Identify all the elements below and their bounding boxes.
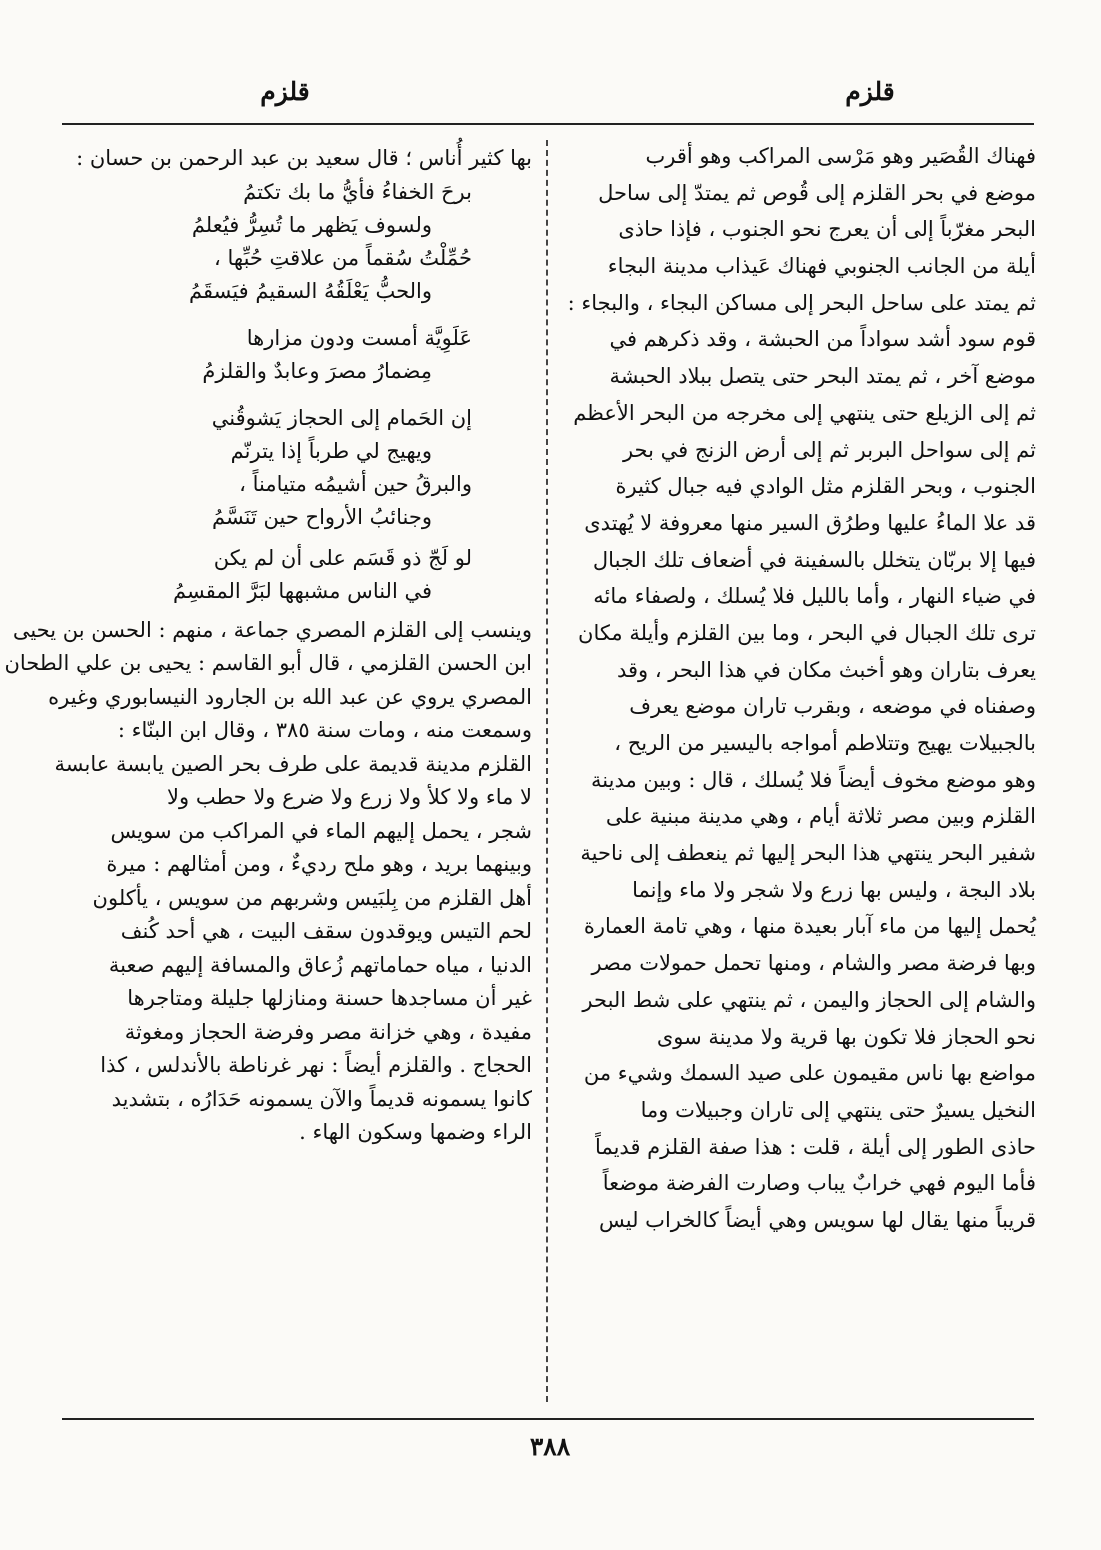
text-line: مفيدة ، وهي خزانة مصر وفرضة الحجاز ومغوثة — [124, 1019, 532, 1044]
footer-rule — [62, 1418, 1034, 1420]
text-line: نحو الحجاز فلا تكون بها قرية ولا مدينة سوى — [656, 1024, 1036, 1049]
text-line: فيها إلا بربّان يتخلل بالسفينة في أضعاف تلك الجبال — [592, 547, 1036, 572]
text-line: شفير البحر ينتهي هذا البحر إليها ثم ينعطف إلى ناحية — [580, 841, 1036, 866]
text-line: فهناك القُصَير وهو مَرْسى المراكب وهو أقرب — [645, 144, 1036, 168]
column-divider — [546, 140, 548, 1402]
verse-first-hemistich: عَلَوِيَّة أمست ودون مزارها — [246, 325, 472, 350]
text-line: الجنوب ، وبحر القلزم مثل الوادي فيه جبال كثيرة — [615, 474, 1036, 499]
text-line: حاذى الطور إلى أيلة ، قلت : هذا صفة القلزم قديماً — [595, 1134, 1036, 1159]
text-line: يعرف بتاران وهو أخبث مكان في هذا البحر ، وقد — [616, 657, 1036, 682]
verse-second-hemistich: ولسوف يَظهر ما تُسِرُّ فيُعلمُ — [191, 212, 432, 237]
text-line: يُحمل إليها من ماء آبار بعيدة منها ، وهي تامة العمارة — [583, 914, 1036, 939]
header-rule — [62, 123, 1034, 125]
text-line: لا ماء ولا كلأ ولا زرع ولا ضرع ولا حطب ولا — [167, 785, 532, 809]
text-line: الراء وضمها وسكون الهاء . — [299, 1120, 532, 1144]
verse-first-hemistich: برحَ الخفاءُ فأيُّ ما بك تكتمُ — [243, 179, 472, 204]
text-line: أيلة من الجانب الجنوبي فهناك عَيذاب مدينة البجاء — [607, 254, 1036, 279]
text-line: القلزم وبين مصر ثلاثة أيام ، وهي مدينة مبنية على — [605, 804, 1036, 829]
right-column — [558, 138, 1036, 1239]
text-line: والشام إلى الحجاز واليمن ، ثم ينتهي على شط البحر — [582, 987, 1036, 1012]
verse-first-hemistich: إن الحَمام إلى الحجاز يَشوقُني — [211, 405, 472, 430]
text-line: قد علا الماءُ عليها وطرُق السير منها معروفة لا يُهتدى — [584, 510, 1036, 535]
text-line: موضع في بحر القلزم إلى قُوص ثم يمتدّ إلى ساحل — [598, 180, 1036, 205]
text-line: فأما اليوم فهي خرابٌ يباب وصارت الفرضة موضعاً — [602, 1171, 1036, 1196]
text-line: أهل القلزم من بِلبَيس وشربهم من سويس ، يأكلون — [92, 885, 532, 910]
verse-first-hemistich: والبرقُ حين أشيمُه متيامناً ، — [239, 471, 472, 496]
text-line: وهو موضع مخوف أيضاً فلا يُسلك ، قال : وبين مدينة — [591, 767, 1036, 792]
verse-second-hemistich: وجنائبُ الأرواح حين تَنَسَّمُ — [211, 504, 432, 529]
text-line: بالجبيلات يهيج وتتلاطم أمواجه باليسير من الريح ، — [614, 731, 1036, 755]
text-line: ثم يمتد على ساحل البحر إلى مساكن البجاء ، والبجاء : — [567, 290, 1036, 315]
text-line: في ضياء النهار ، وأما بالليل فلا يُسلك ، ولصفاء مائه — [593, 584, 1036, 609]
text-line: ثم إلى الزيلع حتى ينتهي إلى مخرجه من البحر الأعظم — [573, 400, 1036, 425]
text-line: القلزم مدينة قديمة على طرف بحر الصين يابسة عابسة — [54, 751, 532, 776]
running-header-right: قلزم — [845, 77, 895, 106]
verse-first-hemistich: لو لَجّ ذو قَسَم على أن لم يكن — [213, 545, 472, 570]
text-line: لحم التيس ويوقدون سقف البيت ، هي أحد كُنف — [120, 919, 532, 943]
verse-second-hemistich: في الناس مشبهها لبَرَّ المقسِمُ — [173, 578, 432, 603]
text-line: ترى تلك الجبال في البحر ، وما بين القلزم وأيلة مكان — [578, 620, 1036, 645]
text-line: الدنيا ، مياه حماماتهم زُعاق والمسافة إليهم صعبة — [108, 952, 532, 977]
text-line: شجر ، يحمل إليهم الماء في المراكب من سويس — [110, 818, 532, 843]
text-line: الحجاج . والقلزم أيضاً : نهر غرناطة بالأندلس ، كذا — [100, 1053, 532, 1077]
text-line: مواضع بها ناس مقيمون على صيد السمك وشيء من — [583, 1061, 1036, 1086]
text-line: قوم سود أشد سواداً من الحبشة ، وقد ذكرهم في — [609, 327, 1036, 352]
text-line: وبها فرضة مصر والشام ، ومنها تحمل حمولات مصر — [591, 951, 1036, 976]
verse-second-hemistich: ويهيج لي طرباً إذا يترنّم — [230, 438, 432, 463]
page-number: ٣٨٨ — [529, 1432, 571, 1461]
verse-second-hemistich: مِضمارُ مصرَ وعابدٌ والقلزمُ — [202, 358, 432, 383]
text-line: وصفناه في موضعه ، وبقرب تاران موضع يعرف — [629, 694, 1036, 719]
poem-block — [64, 402, 532, 608]
text-line: وينسب إلى القلزم المصري جماعة ، منهم : الحسن بن يحيى — [12, 617, 532, 642]
text-line: وبينهما بريد ، وهو ملح رديءٌ ، ومن أمثالهم : ميرة — [106, 852, 532, 876]
text-line: وسمعت منه ، ومات سنة ٣٨٥ ، وقال ابن البنّاء : — [117, 718, 532, 742]
text-line: ثم إلى سواحل البربر ثم إلى أرض الزنج في بحر — [622, 437, 1036, 462]
text-line: النخيل يسيرٌ حتى ينتهي إلى تاران وجبيلات وما — [640, 1097, 1036, 1122]
text-line: قريباً منها يقال لها سويس وهي أيضاً كالخراب ليس — [599, 1207, 1036, 1232]
text-line: موضع آخر ، ثم يمتد البحر حتى يتصل ببلاد الحبشة — [609, 364, 1036, 389]
left-column — [4, 142, 532, 1150]
prose-paragraph — [4, 614, 532, 1150]
text-line: كانوا يسمونه قديماً والآن يسمونه حَدَارُه ، بتشديد — [111, 1086, 532, 1111]
running-header-left: قلزم — [260, 77, 310, 106]
poem-block — [64, 322, 532, 388]
text-line: المصري يروي عن عبد الله بن الجارود النيسابوري وغيره — [48, 684, 532, 709]
text-line: ابن الحسن القلزمي ، قال أبو القاسم : يحيى بن علي الطحان — [4, 651, 532, 675]
poem-block — [64, 176, 532, 308]
intro-line: بها كثير أُناس ؛ قال سعيد بن عبد الرحمن بن حسان : — [76, 146, 532, 170]
text-line: غير أن مساجدها حسنة ومنازلها جليلة ومتاجرها — [127, 986, 532, 1010]
text-line: البحر مغرّباً إلى أن يعرج نحو الجنوب ، فإذا حاذى — [618, 217, 1036, 242]
text-line: بلاد البجة ، وليس بها زرع ولا شجر ولا ماء وإنما — [632, 877, 1036, 902]
verse-first-hemistich: حُمِّلْتُ سُقماً من علاقتِ حُبِّها ، — [214, 245, 472, 270]
verse-second-hemistich: والحبُّ يَعْلَقُهُ السقيمُ فيَسقَمُ — [189, 278, 432, 303]
